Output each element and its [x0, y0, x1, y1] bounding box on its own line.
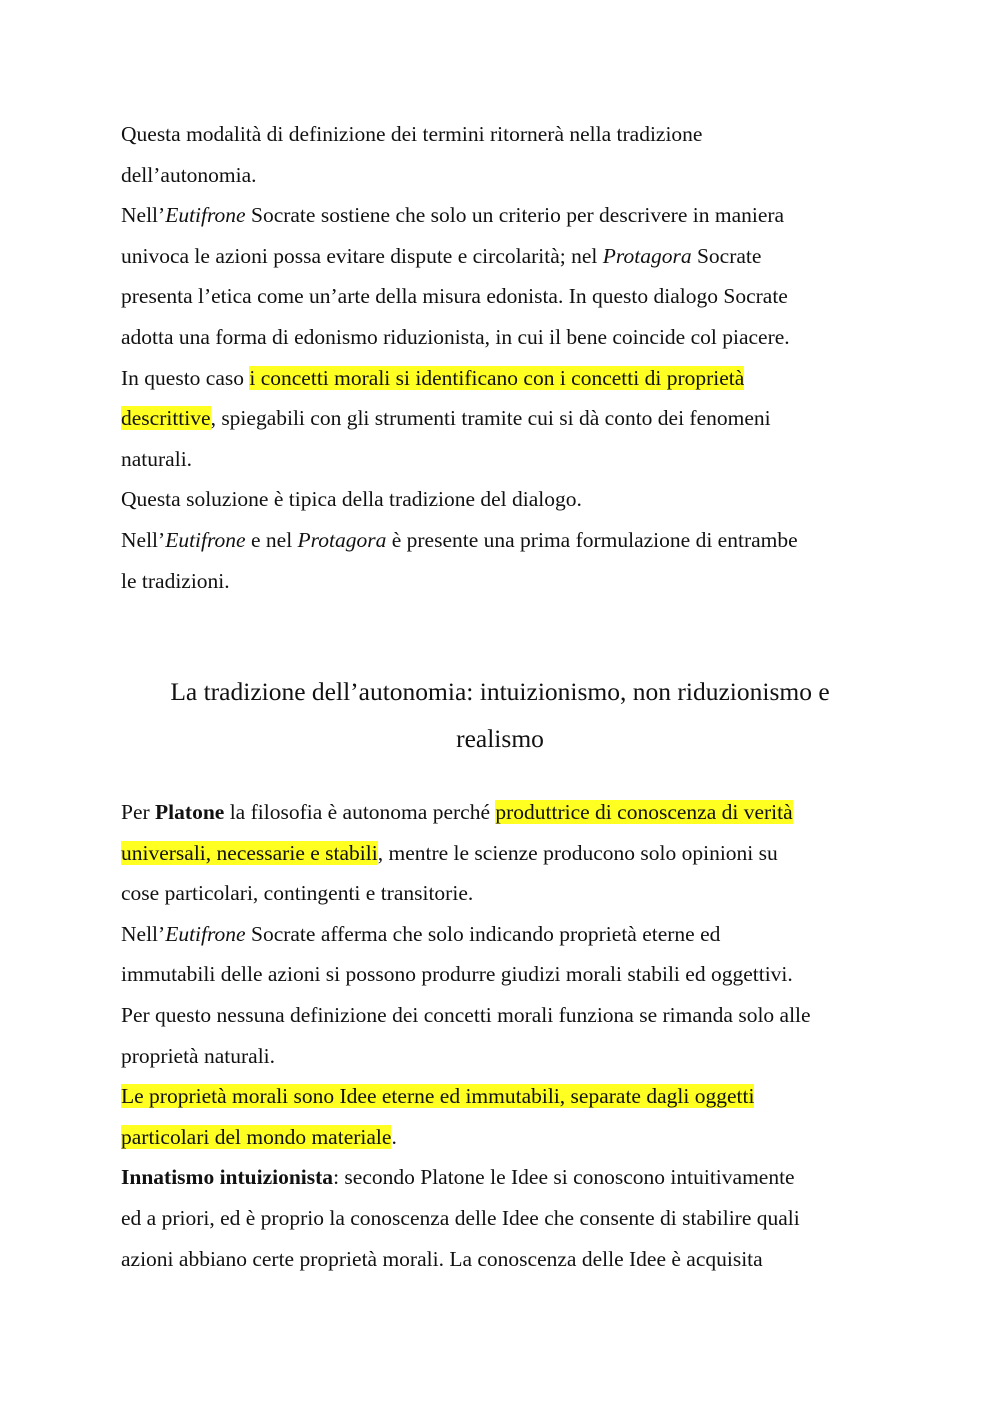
heading-line: La tradizione dell’autonomia: intuizionismo, non riduzionismo e — [170, 677, 830, 706]
text-line — [121, 317, 901, 358]
text: In questo caso — [121, 365, 250, 390]
text-line — [121, 1239, 901, 1280]
italic-title: Eutifrone — [165, 527, 246, 552]
text-line — [121, 1076, 901, 1117]
text-line — [121, 479, 901, 520]
section-heading — [100, 668, 900, 762]
text-line — [121, 155, 901, 196]
highlighted-text: descrittive — [121, 406, 211, 431]
highlighted-text: produttrice di conoscenza di verità — [495, 800, 793, 824]
text-line — [121, 995, 901, 1036]
text-line — [121, 114, 901, 155]
text-line — [121, 398, 901, 439]
text: e nel — [245, 527, 298, 552]
text: Nell’ — [121, 203, 166, 228]
text: Socrate — [691, 243, 762, 268]
text-line — [121, 1117, 901, 1158]
text-line — [121, 276, 901, 317]
text: Questa modalità di definizione dei termini ritornerà nella tradizione — [121, 122, 703, 146]
italic-title: Eutifrone — [165, 921, 246, 946]
section-autonomy — [121, 792, 901, 1279]
text-line — [121, 792, 901, 833]
italic-title: Protagora — [297, 527, 387, 552]
text-line — [121, 954, 901, 995]
text-line — [121, 1198, 901, 1239]
text: Nell’ — [121, 527, 166, 552]
text-line — [121, 1036, 901, 1077]
text: immutabili delle azioni si possono produrre giudizi morali stabili ed oggettivi. — [121, 962, 793, 987]
text: univoca le azioni possa evitare dispute e circolarità; nel — [121, 243, 603, 268]
text: è presente una prima formulazione di entrambe — [386, 527, 798, 552]
text: naturali. — [121, 446, 193, 471]
text: le tradizioni. — [121, 568, 230, 593]
text-line — [121, 833, 901, 874]
text: , spiegabili con gli strumenti tramite cui si dà conto dei fenomeni — [210, 406, 771, 431]
text: . — [391, 1124, 397, 1149]
highlighted-text: Le proprietà morali sono Idee eterne ed immutabili, separate dagli oggetti — [121, 1084, 755, 1109]
text: Socrate sostiene che solo un criterio per descrivere in maniera — [245, 203, 785, 228]
text-line — [121, 914, 901, 955]
text: presenta l’etica come un’arte della misura edonista. In questo dialogo Socrate — [121, 284, 788, 309]
text: la filosofia è autonoma perché — [224, 800, 496, 824]
text-line — [121, 873, 901, 914]
text-line — [121, 358, 901, 399]
bold-term: Innatismo intuizionista — [121, 1165, 334, 1190]
text: Nell’ — [121, 921, 166, 946]
text: Socrate afferma che solo indicando proprietà eterne ed — [245, 921, 721, 946]
text: Questa soluzione è tipica della tradizione del dialogo. — [121, 487, 582, 512]
text-line — [121, 1157, 901, 1198]
text-line — [121, 561, 901, 602]
text: dell’autonomia. — [121, 162, 257, 187]
section-intro — [121, 114, 901, 601]
italic-title: Eutifrone — [165, 203, 246, 228]
text: Per questo nessuna definizione dei concetti morali funziona se rimanda solo alle — [121, 1002, 811, 1027]
text: : secondo Platone le Idee si conoscono intuitivamente — [333, 1165, 795, 1190]
text: cose particolari, contingenti e transitorie. — [121, 881, 474, 906]
bold-term: Platone — [155, 800, 225, 824]
highlighted-text: i concetti morali si identificano con i concetti di proprietà — [249, 365, 745, 390]
text-line — [121, 520, 901, 561]
italic-title: Protagora — [602, 243, 692, 268]
text-line — [121, 195, 901, 236]
text: , mentre le scienze producono solo opinioni su — [377, 840, 778, 865]
text: adotta una forma di edonismo riduzionista, in cui il bene coincide col piacere. — [121, 324, 790, 349]
text: proprietà naturali. — [121, 1043, 276, 1068]
text: azioni abbiano certe proprietà morali. La conoscenza delle Idee è acquisita — [121, 1246, 763, 1271]
text-line — [121, 439, 901, 480]
text-line — [121, 236, 901, 277]
text: ed a priori, ed è proprio la conoscenza delle Idee che consente di stabilire quali — [121, 1205, 800, 1230]
highlighted-text: particolari del mondo materiale — [121, 1124, 392, 1149]
highlighted-text: universali, necessarie e stabili — [121, 840, 378, 865]
heading-line: realismo — [456, 724, 544, 753]
text: Per — [121, 800, 156, 824]
